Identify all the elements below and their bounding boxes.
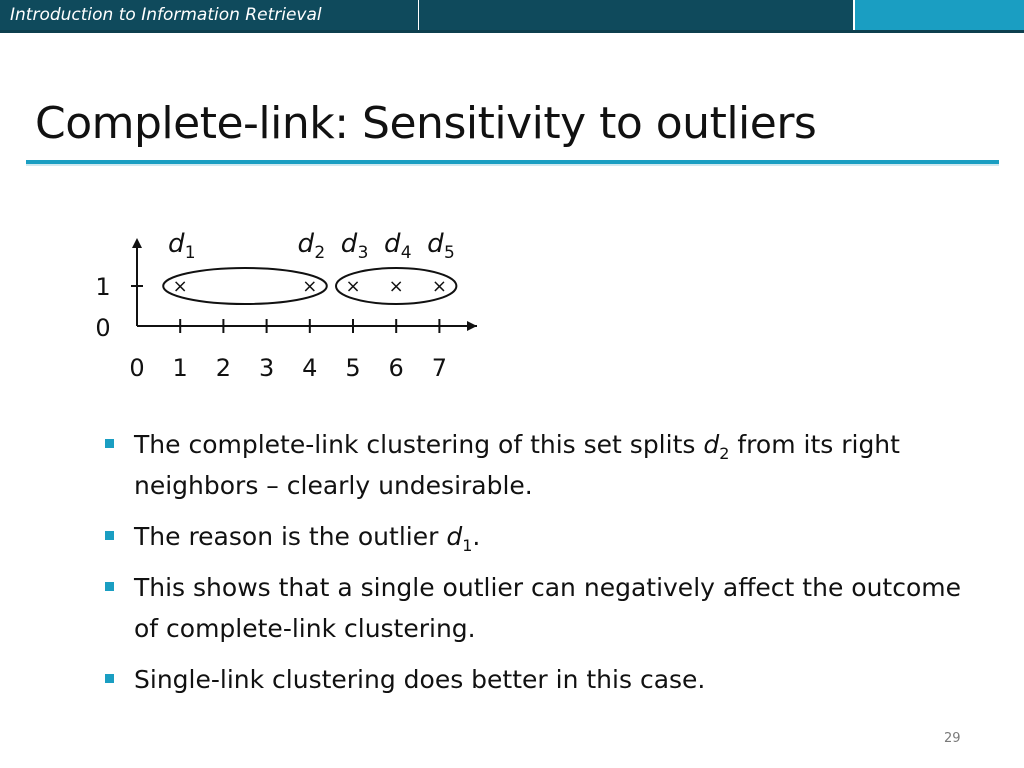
bullet-text: The complete-link clustering of this set splits [134, 430, 704, 459]
x-tick-label: 6 [388, 354, 404, 382]
point-label-subscript: 3 [357, 243, 369, 263]
point-label-subscript: 1 [184, 243, 196, 263]
point-label: d [297, 229, 315, 259]
point-label: d [383, 229, 401, 259]
outlier-clustering-figure [85, 220, 505, 390]
header-dark-band-2 [419, 0, 853, 30]
x-tick-label: 3 [258, 354, 275, 382]
bullet-item [103, 567, 963, 649]
y-tick-label: 0 [95, 314, 111, 342]
course-title: Introduction to Information Retrieval [10, 5, 322, 25]
data-point-marker: × [345, 276, 361, 297]
bullet-text: Single-link clustering does better in this case. [134, 665, 706, 694]
y-axis-arrow [132, 238, 142, 248]
doc-subscript: 2 [719, 444, 730, 463]
doc-variable: d [446, 522, 463, 551]
doc-variable: d [703, 430, 720, 459]
point-label: d [340, 229, 358, 259]
data-point-marker: × [388, 276, 404, 297]
y-tick-label: 1 [95, 273, 111, 301]
x-tick-label: 4 [302, 354, 318, 382]
bullet-text: This shows that a single outlier can negatively affect the outcome of complete-link clustering. [134, 573, 961, 643]
header-underline [0, 30, 1024, 33]
title-rule-shadow [26, 164, 999, 166]
point-label: d [167, 229, 185, 259]
bullet-text: . [472, 522, 481, 551]
bullet-marker [105, 674, 114, 683]
bullet-marker [105, 439, 114, 448]
bullet-marker [105, 582, 114, 591]
x-axis-arrow [467, 321, 477, 331]
page-number: 29 [944, 731, 961, 746]
bullet-item [103, 424, 963, 506]
slide-title: Complete-link: Sensitivity to outliers [35, 98, 817, 149]
data-point-marker: × [172, 276, 188, 297]
x-tick-label: 7 [431, 354, 448, 382]
bullet-text: The reason is the outlier [134, 522, 447, 551]
bullet-marker [105, 531, 114, 540]
point-label: d [427, 229, 444, 259]
x-tick-label: 1 [172, 354, 188, 382]
bullet-list [103, 424, 963, 710]
doc-subscript: 1 [462, 536, 473, 555]
header-bar [0, 0, 1024, 33]
x-tick-label: 0 [129, 354, 145, 382]
point-label-subscript: 4 [400, 243, 412, 263]
point-label-subscript: 2 [314, 243, 326, 263]
bullet-item [103, 659, 963, 700]
bullet-text: from its right neighbors – clearly undesirable. [134, 430, 900, 500]
bullet-item [103, 516, 963, 557]
x-tick-label: 5 [345, 354, 361, 382]
header-light-band [855, 0, 1024, 30]
point-label-subscript: 5 [443, 243, 455, 263]
data-point-marker: × [431, 276, 447, 297]
x-tick-label: 2 [215, 354, 232, 382]
data-point-marker: × [302, 276, 318, 297]
